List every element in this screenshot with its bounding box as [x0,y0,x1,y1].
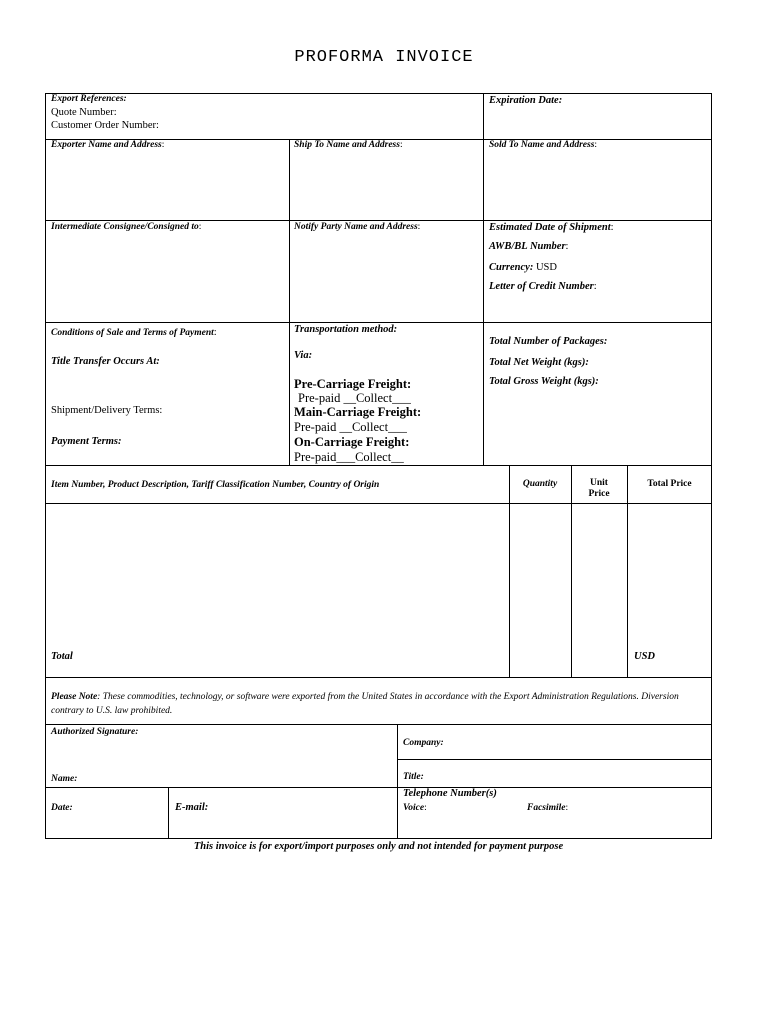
items-total-label: Total [51,651,73,662]
net-weight-label: Total Net Weight (kgs): [489,357,589,368]
voice-label: Voice: [403,803,427,813]
facsimile-label: Facsimile: [527,803,569,813]
via-label: Via: [294,350,313,361]
pre-carriage-options: Pre-paid __Collect___ [298,391,411,405]
email-label: E-mail: [175,802,209,813]
ship-to-label: Ship To Name and Address: [294,140,403,150]
col-divider [627,465,628,678]
telephone-label: Telephone Number(s) [403,788,497,799]
payment-terms-label: Payment Terms: [51,436,122,447]
main-carriage-options: Pre-paid __Collect___ [294,420,407,434]
name-label: Name: [51,774,78,784]
exporter-label: Exporter Name and Address: [51,140,165,150]
main-carriage-label: Main-Carriage Freight: [294,405,422,419]
intermediate-consignee-label: Intermediate Consignee/Consigned to: [51,222,202,232]
col-divider [483,93,484,466]
items-header-unit-price: Unit Price [588,478,610,499]
gross-weight-label: Total Gross Weight (kgs): [489,376,599,387]
total-packages-label: Total Number of Packages: [489,336,608,347]
items-header-total-price: Total Price [647,479,692,489]
title-transfer-label: Title Transfer Occurs At: [51,356,160,367]
row-divider [397,759,712,760]
col-divider [168,787,169,839]
currency-field: Currency: USD [489,262,557,273]
items-total-currency: USD [634,651,656,662]
export-references-label: Export References: [51,94,127,104]
col-divider [397,724,398,839]
footer-disclaimer: This invoice is for export/import purposes only and not intended for payment purpose [193,841,564,852]
shipment-terms-label: Shipment/Delivery Terms: [51,405,163,416]
est-shipment-date-label: Estimated Date of Shipment: [489,222,614,233]
col-divider [509,465,510,678]
row-divider [45,220,712,221]
col-divider [289,139,290,466]
transport-method-label: Transportation method: [294,324,398,335]
row-divider [45,322,712,323]
company-label: Company: [403,738,444,748]
expiration-date-label: Expiration Date: [489,95,563,106]
row-divider [45,787,712,788]
pre-carriage-label: Pre-Carriage Freight: [294,377,412,391]
export-note: Please Note: These commodities, technology, or software were exported from the United States in accordance with the Export Administration Regulations. Diversion contrary to U.S. law prohibited. [51,692,679,716]
letter-of-credit-label: Letter of Credit Number: [489,281,597,292]
date-label: Date: [51,803,73,813]
awb-number-label: AWB/BL Number: [489,241,569,252]
customer-order-number-label: Customer Order Number: [51,120,159,131]
sold-to-label: Sold To Name and Address: [489,140,598,150]
notify-party-label: Notify Party Name and Address: [294,222,421,232]
conditions-of-sale-label: Conditions of Sale and Terms of Payment: [51,327,217,338]
page-title: PROFORMA INVOICE [294,48,474,67]
quote-number-label: Quote Number: [51,107,117,118]
items-header-description: Item Number, Product Description, Tariff Classification Number, Country of Origin [51,480,380,490]
title-label: Title: [403,772,424,782]
on-carriage-options: Pre-paid___Collect__ [294,450,404,464]
items-header-quantity: Quantity [522,479,558,489]
signature-block [45,724,712,839]
items-header-divider [45,503,712,504]
authorized-signature-label: Authorized Signature: [51,727,139,737]
on-carriage-label: On-Carriage Freight: [294,435,410,449]
